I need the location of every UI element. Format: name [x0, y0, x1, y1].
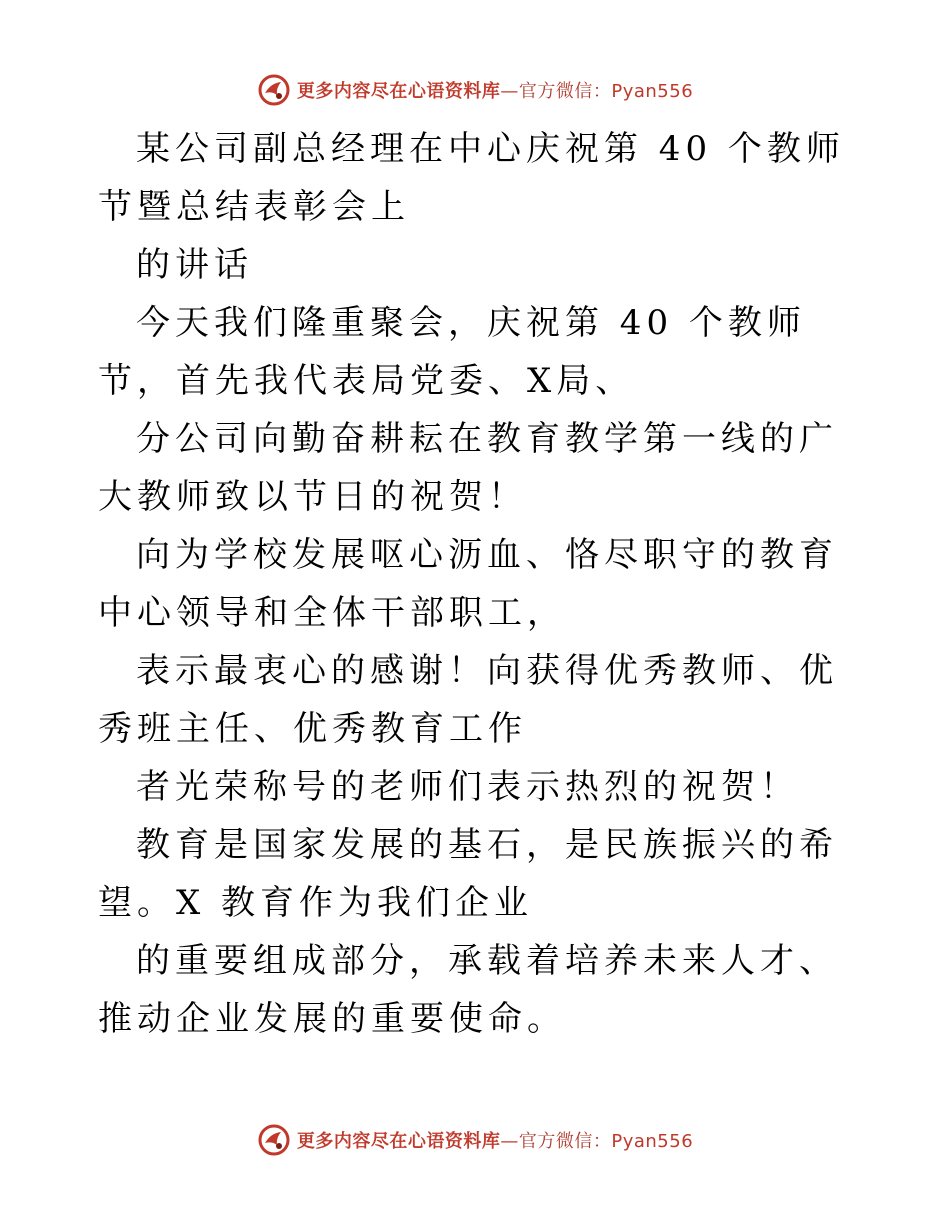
header-banner: [0, 70, 950, 110]
footer-banner-content: [257, 1123, 693, 1157]
paragraph-9: 的重要组成部分，承载着培养未来人才、推动企业发展的重要使命。: [98, 941, 838, 1039]
paragraph-4: 分公司向勤奋耕耘在教育教学第一线的广大教师致以节日的祝贺！: [98, 419, 838, 517]
header-banner-separator: —: [500, 81, 519, 102]
header-banner-content: [257, 73, 693, 107]
paragraph-title-line-1: 某公司副总经理在中心庆祝第 40 个教师节暨总结表彰会上: [98, 129, 845, 227]
document-body: [98, 120, 850, 1048]
footer-banner-main-text: 更多内容尽在心语资料库: [296, 1131, 501, 1152]
ink-brush-logo-icon: [257, 1123, 291, 1157]
header-banner-text: [297, 77, 693, 103]
paragraph-7: 者光荣称号的老师们表示热烈的祝贺！: [136, 767, 799, 807]
footer-banner-wechat-id: Pyan556: [611, 1131, 694, 1152]
header-banner-wechat-label: 官方微信：: [518, 81, 612, 102]
paragraph-3: 今天我们隆重聚会，庆祝第 40 个教师节，首先我代表局党委、X局、: [98, 303, 806, 401]
footer-banner-separator: —: [500, 1131, 519, 1152]
ink-brush-logo-icon: [257, 73, 291, 107]
header-banner-wechat-id: Pyan556: [611, 81, 694, 102]
paragraph-8: 教育是国家发展的基石，是民族振兴的希望。X 教育作为我们企业: [98, 825, 838, 923]
paragraph-5: 向为学校发展呕心沥血、恪尽职守的教育中心领导和全体干部职工，: [98, 535, 838, 633]
footer-banner-wechat-label: 官方微信：: [518, 1131, 612, 1152]
footer-banner-text: [297, 1127, 693, 1153]
paragraph-6: 表示最衷心的感谢！向获得优秀教师、优秀班主任、优秀教育工作: [98, 651, 838, 749]
paragraph-title-line-2: 的讲话: [136, 245, 253, 285]
footer-banner: [0, 1120, 950, 1160]
header-banner-main-text: 更多内容尽在心语资料库: [296, 81, 501, 102]
